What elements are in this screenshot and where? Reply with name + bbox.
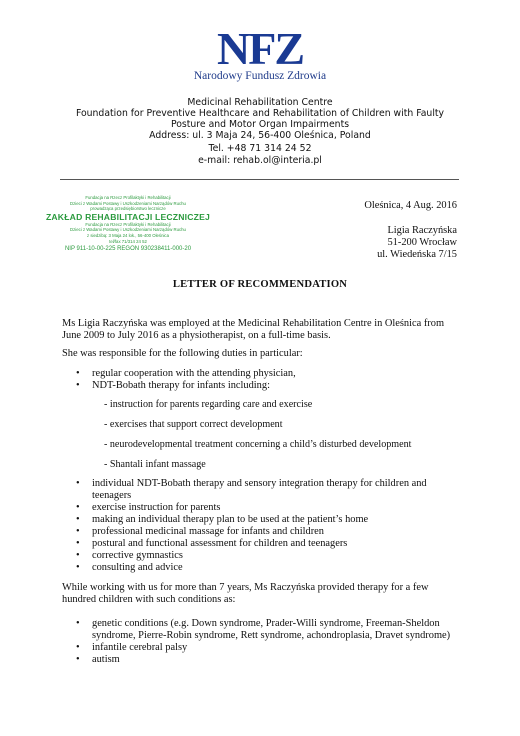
list-item: • exercise instruction for parents bbox=[92, 502, 452, 514]
stamp-line: prowadząca przedsiębiorstwo lecznicze bbox=[90, 206, 166, 212]
letter-date: Oleśnica, 4 Aug. 2016 bbox=[364, 200, 457, 211]
list-item: • professional medicinal massage for infants and children bbox=[92, 526, 452, 538]
list-item: • autism bbox=[92, 654, 452, 666]
header-divider bbox=[60, 179, 459, 180]
list-item: • regular cooperation with the attending physician, bbox=[92, 368, 452, 380]
sub-list-item: - instruction for parents regarding care and exercise bbox=[104, 399, 313, 410]
list-item: • infantile cerebral palsy bbox=[92, 642, 452, 654]
recipient-name: Ligia Raczyńska bbox=[387, 225, 457, 236]
sub-list-item: - exercises that support correct development bbox=[104, 419, 283, 430]
stamp-line: Dzieci z Wadami Postawy i Uszkodzeniami Narządów Ruchu bbox=[70, 200, 186, 206]
list-item: • NDT-Bobath therapy for infants including: bbox=[92, 380, 452, 392]
list-item: • individual NDT-Bobath therapy and sensory integration therapy for children and teenagers bbox=[92, 478, 452, 502]
telephone: Tel. +48 71 314 24 52 bbox=[208, 143, 312, 154]
stamp-line: Fundacja na Rzecz Profilaktyki i Rehabilitacji bbox=[85, 195, 171, 200]
stamp-line: tel/fax 71/314 24 52 bbox=[109, 238, 147, 244]
list-item: • consulting and advice bbox=[92, 562, 452, 574]
list-item: • genetic conditions (e.g. Down syndrome, Prader-Willi syndrome, Freeman-Sheldon syndrome, Pierre-Robin syndrome, Rett syndrome, achondroplasia, Dravet syndrome) bbox=[92, 618, 452, 642]
stamp-title: ZAKŁAD REHABILITACJI LECZNICZEJ bbox=[45, 211, 211, 222]
sub-list-item: - Shantali infant massage bbox=[104, 459, 206, 470]
nfz-logo bbox=[207, 24, 313, 70]
org-name: Narodowy Fundusz Zdrowia bbox=[193, 70, 327, 82]
letter-title: LETTER OF RECOMMENDATION bbox=[172, 279, 348, 290]
email: e-mail: rehab.ol@interia.pl bbox=[198, 155, 322, 166]
sub-list-item: - neurodevelopmental treatment concerning a child’s disturbed development bbox=[104, 439, 412, 450]
stamp-line: Dzieci z Wadami Postawy i Uszkodzeniami Narządów Ruchu bbox=[70, 227, 186, 233]
foundation-line-1: Foundation for Preventive Healthcare and Rehabilitation of Children with Faulty bbox=[75, 108, 445, 119]
recipient-city: 51-200 Wrocław bbox=[387, 237, 457, 248]
list-item: • postural and functional assessment for children and teenagers bbox=[92, 538, 452, 550]
stamp-nip: NIP 911-10-00-225 REGON 930238411-000-20 bbox=[64, 246, 192, 253]
nfz-logo-text: NFZ bbox=[217, 24, 303, 70]
recipient-street: ul. Wiedeńska 7/15 bbox=[377, 249, 457, 260]
paragraph-conditions-intro: While working with us for more than 7 years, Ms Raczyńska provided therapy for a few hundred children with such conditions as: bbox=[62, 582, 429, 605]
address: Address: ul. 3 Maja 24, 56-400 Oleśnica, Poland bbox=[149, 130, 371, 141]
list-item: • making an individual therapy plan to be used at the patient’s home bbox=[92, 514, 452, 526]
stamp-line: z siedzibą: 3 Maja 24 lok., 56-400 Oleśnica bbox=[87, 232, 169, 238]
foundation-line-2: Posture and Motor Organ Impairments bbox=[170, 119, 350, 130]
paragraph-employment: Ms Ligia Raczyńska was employed at the Medicinal Rehabilitation Centre in Oleśnica from June 2009 to July 2016 as a physiotherapist, on a full-time basis. bbox=[62, 318, 445, 341]
paragraph-duties-intro: She was responsible for the following duties in particular: bbox=[62, 348, 303, 359]
list-item: • corrective gymnastics bbox=[92, 550, 452, 562]
stamp-line: Fundacja na Rzecz Profilaktyki i Rehabilitacji bbox=[85, 221, 171, 227]
centre-name: Medicinal Rehabilitation Centre bbox=[187, 97, 333, 108]
company-stamp bbox=[44, 195, 212, 253]
